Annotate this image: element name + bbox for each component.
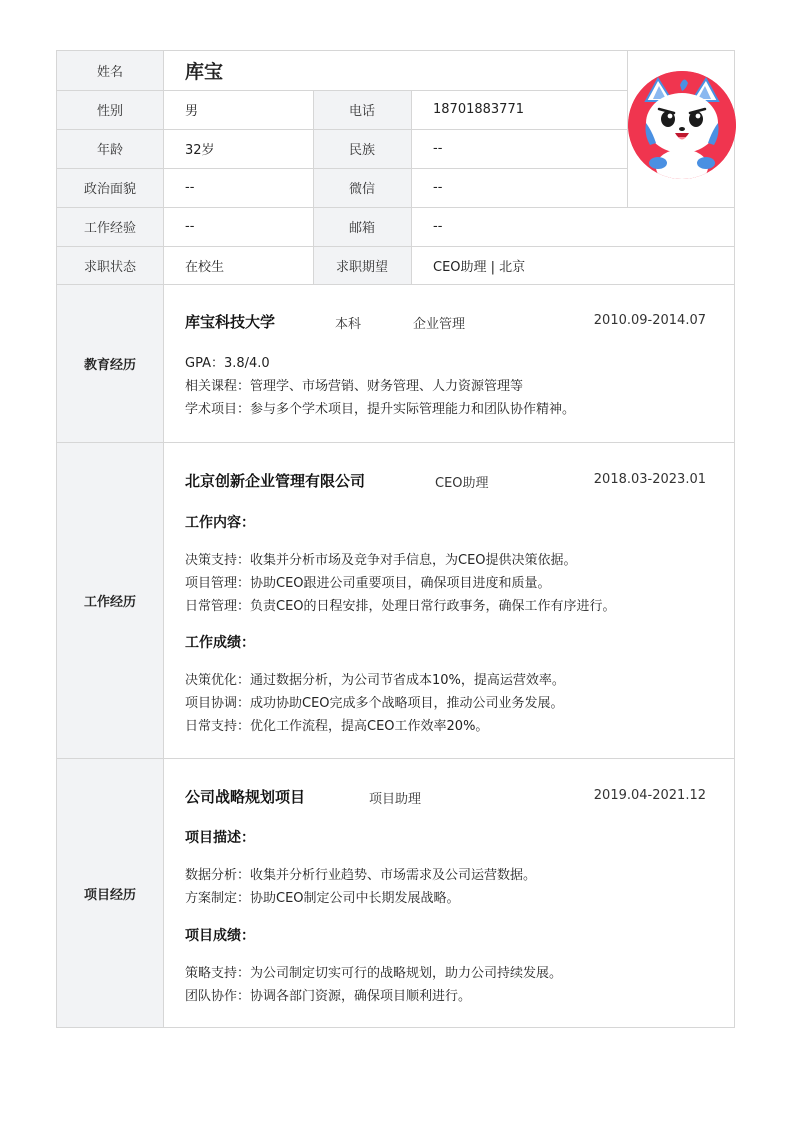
work-section-label: 工作经历 [57,443,163,758]
expectation-value: CEO助理 | 北京 [433,260,526,275]
grid-line [57,168,627,169]
avatar [628,71,736,179]
ethnicity-label: 民族 [313,129,411,168]
project-result-title: 项目成绩： [185,928,255,944]
grid-line [57,90,627,91]
political-label: 政治面貌 [57,168,163,207]
grid-line [627,51,628,207]
grid-line [163,51,164,285]
cat-mascot-icon [628,71,736,179]
ethnicity-value: -- [433,141,443,156]
gender-value: 男 [185,104,199,119]
phone-label: 电话 [313,90,411,129]
project-result-line: 团队协作：协调各部门资源，确保项目顺利进行。 [185,989,472,1004]
grid-line [57,246,734,247]
school-name: 库宝科技大学 [185,313,276,331]
work-result-line: 项目协调：成功协助CEO完成多个战略项目，推动公司业务发展。 [185,696,564,711]
phone-value: 18701883771 [433,102,524,117]
grid-line [163,285,164,442]
name-value: 库宝 [185,61,224,83]
grid-line [57,207,734,208]
company-name: 北京创新企业管理有限公司 [185,472,366,490]
political-value: -- [185,180,195,195]
status-label: 求职状态 [57,246,163,285]
work-result-line: 日常支持：优化工作流程，提高CEO工作效率20%。 [185,719,489,734]
age-label: 年龄 [57,129,163,168]
grid-line [57,129,627,130]
work-result-title: 工作成绩： [185,635,255,651]
experience-value: -- [185,219,195,234]
degree: 本科 [335,317,362,332]
name-label: 姓名 [57,51,163,90]
email-label: 邮箱 [313,207,411,246]
work-position: CEO助理 [435,476,489,491]
education-line: 学术项目：参与多个学术项目，提升实际管理能力和团队协作精神。 [185,402,576,417]
project-desc-line: 数据分析：收集并分析行业趋势、市场需求及公司运营数据。 [185,868,537,883]
work-period: 2018.03-2023.01 [593,472,706,487]
education-line: 相关课程：管理学、市场营销、财务管理、人力资源管理等 [185,379,524,394]
education-period: 2010.09-2014.07 [593,313,706,328]
work-result-line: 决策优化：通过数据分析，为公司节省成本10%，提高运营效率。 [185,673,565,688]
wechat-label: 微信 [313,168,411,207]
project-name: 公司战略规划项目 [185,788,306,806]
grid-line [163,759,164,1027]
email-value: -- [433,219,443,234]
work-content-line: 日常管理：负责CEO的日程安排，处理日常行政事务，确保工作有序进行。 [185,599,616,614]
resume-sheet [56,50,735,1028]
work-content-line: 决策支持：收集并分析市场及竞争对手信息，为CEO提供决策依据。 [185,553,577,568]
experience-label: 工作经验 [57,207,163,246]
education-line: GPA：3.8/4.0 [185,356,270,371]
expectation-label: 求职期望 [313,246,411,285]
education-section-label: 教育经历 [57,285,163,442]
work-content-line: 项目管理：协助CEO跟进公司重要项目，确保项目进度和质量。 [185,576,551,591]
gender-label: 性别 [57,90,163,129]
project-result-line: 策略支持：为公司制定切实可行的战略规划，助力公司持续发展。 [185,966,563,981]
grid-line [313,90,314,285]
age-value: 32岁 [185,143,215,158]
wechat-value: -- [433,180,443,195]
grid-line [163,443,164,758]
project-section-label: 项目经历 [57,759,163,1027]
major: 企业管理 [413,317,466,332]
project-desc-line: 方案制定：协助CEO制定公司中长期发展战略。 [185,891,460,906]
project-role: 项目助理 [369,792,422,807]
project-desc-title: 项目描述： [185,830,255,846]
project-period: 2019.04-2021.12 [593,788,706,803]
grid-line [411,90,412,285]
work-content-title: 工作内容： [185,515,255,531]
status-value: 在校生 [185,260,225,275]
